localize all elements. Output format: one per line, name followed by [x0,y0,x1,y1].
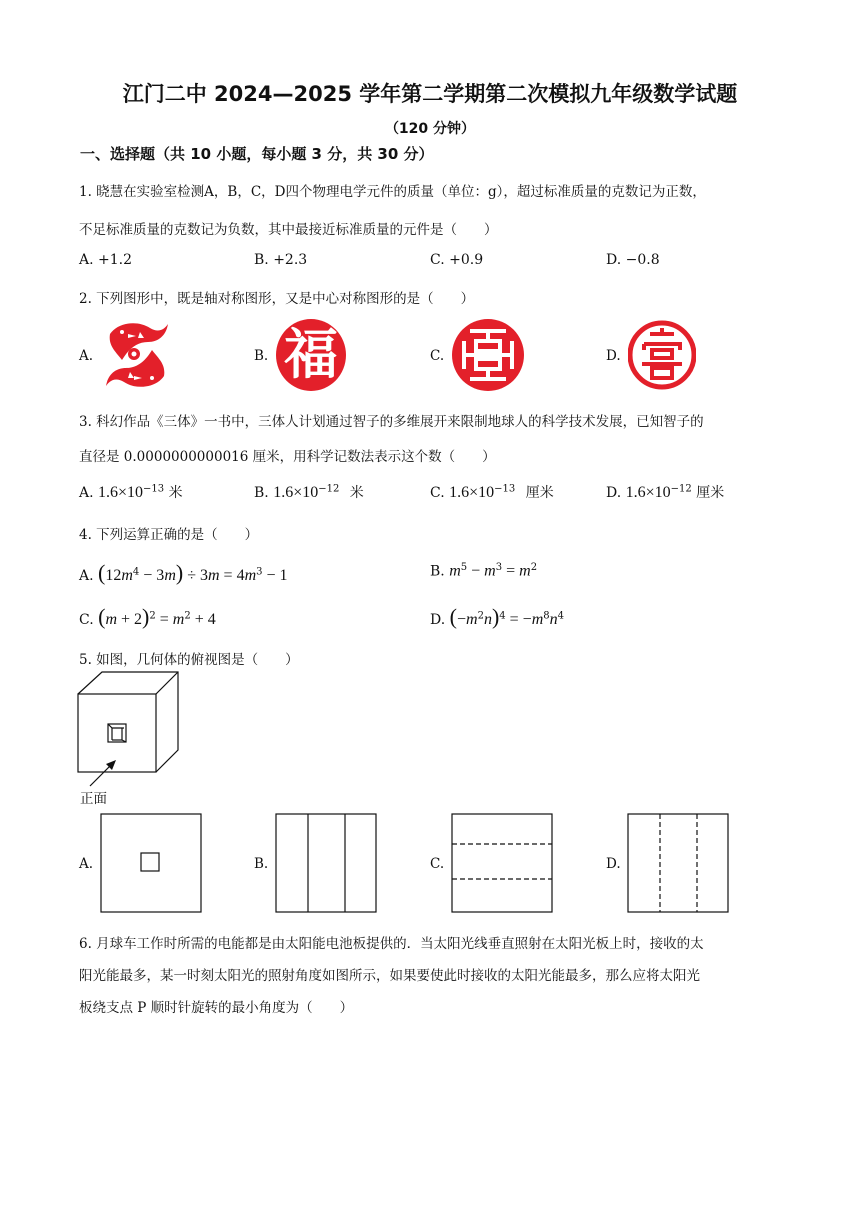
q3-option-d-exp: −12 [670,483,692,495]
top-view-option-a [100,813,202,913]
q1-option-a: A. +1.2 [79,252,133,268]
q4-option-d: D. $(-m^2n)^4 = -m^8n^4$ [430,604,564,629]
exam-duration: （120 分钟） [384,121,476,137]
q3-option-c-letter: C. [430,485,445,501]
top-view-option-c [451,813,553,913]
q3-option-a-base: 1.6×10 [98,484,144,501]
q3-option-a-exp: −13 [143,483,165,495]
front-label: 正面 [80,791,107,807]
q4-stem: 4. 下列运算正确的是（ ） [79,527,259,543]
q3-option-c-exp: −13 [494,483,516,495]
q5-label-d: D. [606,856,621,872]
q3-option-b-base: 1.6×10 [273,484,319,501]
q4-option-b-letter: B. [430,563,445,580]
q4-option-a-paren-open: ( [98,560,106,585]
q1-line2: 不足标准质量的克数记为负数，其中最接近标准质量的元件是（ ） [79,222,498,238]
q1-option-d: D. −0.8 [606,252,660,268]
q3-line2: 直径是 0.0000000000016 厘米，用科学记数法表示这个数（ ） [79,449,496,465]
page-title: 江门二中 2024—2025 学年第二学期第二次模拟九年级数学试题 [122,82,738,106]
fu-seal-icon: 福 [276,319,346,391]
q4-option-c-letter: C. [79,612,94,628]
q4-option-c: C. $(m + 2)^2 = m^2 + 4$ [79,604,216,629]
q3-option-b [254,482,364,502]
q5-label-a: A. [79,856,94,872]
q4-option-a-letter: A. [79,568,94,584]
q5-label-c: C. [430,856,445,872]
q1-option-c: C. +0.9 [430,252,484,268]
section-heading: 一、选择题（共 10 小题，每小题 3 分，共 30 分） [80,145,434,163]
q5-stem: 5. 如图，几何体的俯视图是（ ） [79,652,299,668]
round-seal-ring-icon [628,320,696,390]
q3-option-a [79,482,183,502]
q6-line1: 6. 月球车工作时所需的电能都是由太阳能电池板提供的．当太阳光线垂直照射在太阳光板上时，接收的太 [79,936,704,952]
q3-option-d-unit: 厘米 [696,485,725,501]
q3-option-b-unit: 米 [349,485,364,501]
top-view-option-b [275,813,377,913]
q3-option-d-base: 1.6×10 [625,484,671,501]
q3-option-c-base: 1.6×10 [449,484,495,501]
q3-option-d [606,482,724,502]
q2-label-b: B. [254,348,269,364]
q1-option-b: B. +2.3 [254,252,308,268]
round-seal-symmetric-icon [452,319,524,391]
q4-option-a: A. $(12m^4 - 3m) \div 3m = 4m^3 - 1$ [79,560,288,585]
q2-label-c: C. [430,348,445,364]
q2-label-a: A. [79,348,94,364]
q3-option-c-unit: 厘米 [525,485,554,501]
q6-line3: 板绕支点 P 顺时针旋转的最小角度为（ ） [79,1000,354,1016]
top-view-option-d [627,813,729,913]
q2-stem: 2. 下列图形中，既是轴对称图形，又是中心对称图形的是（ ） [79,291,475,307]
q4-option-b: B. $m^5 - m^3 = m^2$ [430,562,538,580]
cube-with-hole-figure [76,670,186,790]
q1-line1: 1. 晓慧在实验室检测A，B，C，D四个物理电学元件的质量（单位：g），超过标准质量的克数记为正数， [79,184,706,200]
q3-option-b-letter: B. [254,485,269,501]
q4-option-d-letter: D. [430,612,446,628]
q3-option-b-exp: −12 [318,483,340,495]
q3-option-a-letter: A. [79,485,94,501]
papercut-fish-icon [104,320,170,390]
q3-option-a-unit: 米 [168,485,183,501]
q2-label-d: D. [606,348,621,364]
q3-option-c [430,482,554,502]
q3-line1: 3. 科幻作品《三体》一书中，三体人计划通过智子的多维展开来限制地球人的科学技术发展，已知智子的 [79,414,704,430]
q3-option-d-letter: D. [606,485,622,501]
q5-label-b: B. [254,856,269,872]
q6-line2: 阳光能最多，某一时刻太阳光的照射角度如图所示，如果要使此时接收的太阳光能最多，那么应将太阳光 [79,968,700,984]
